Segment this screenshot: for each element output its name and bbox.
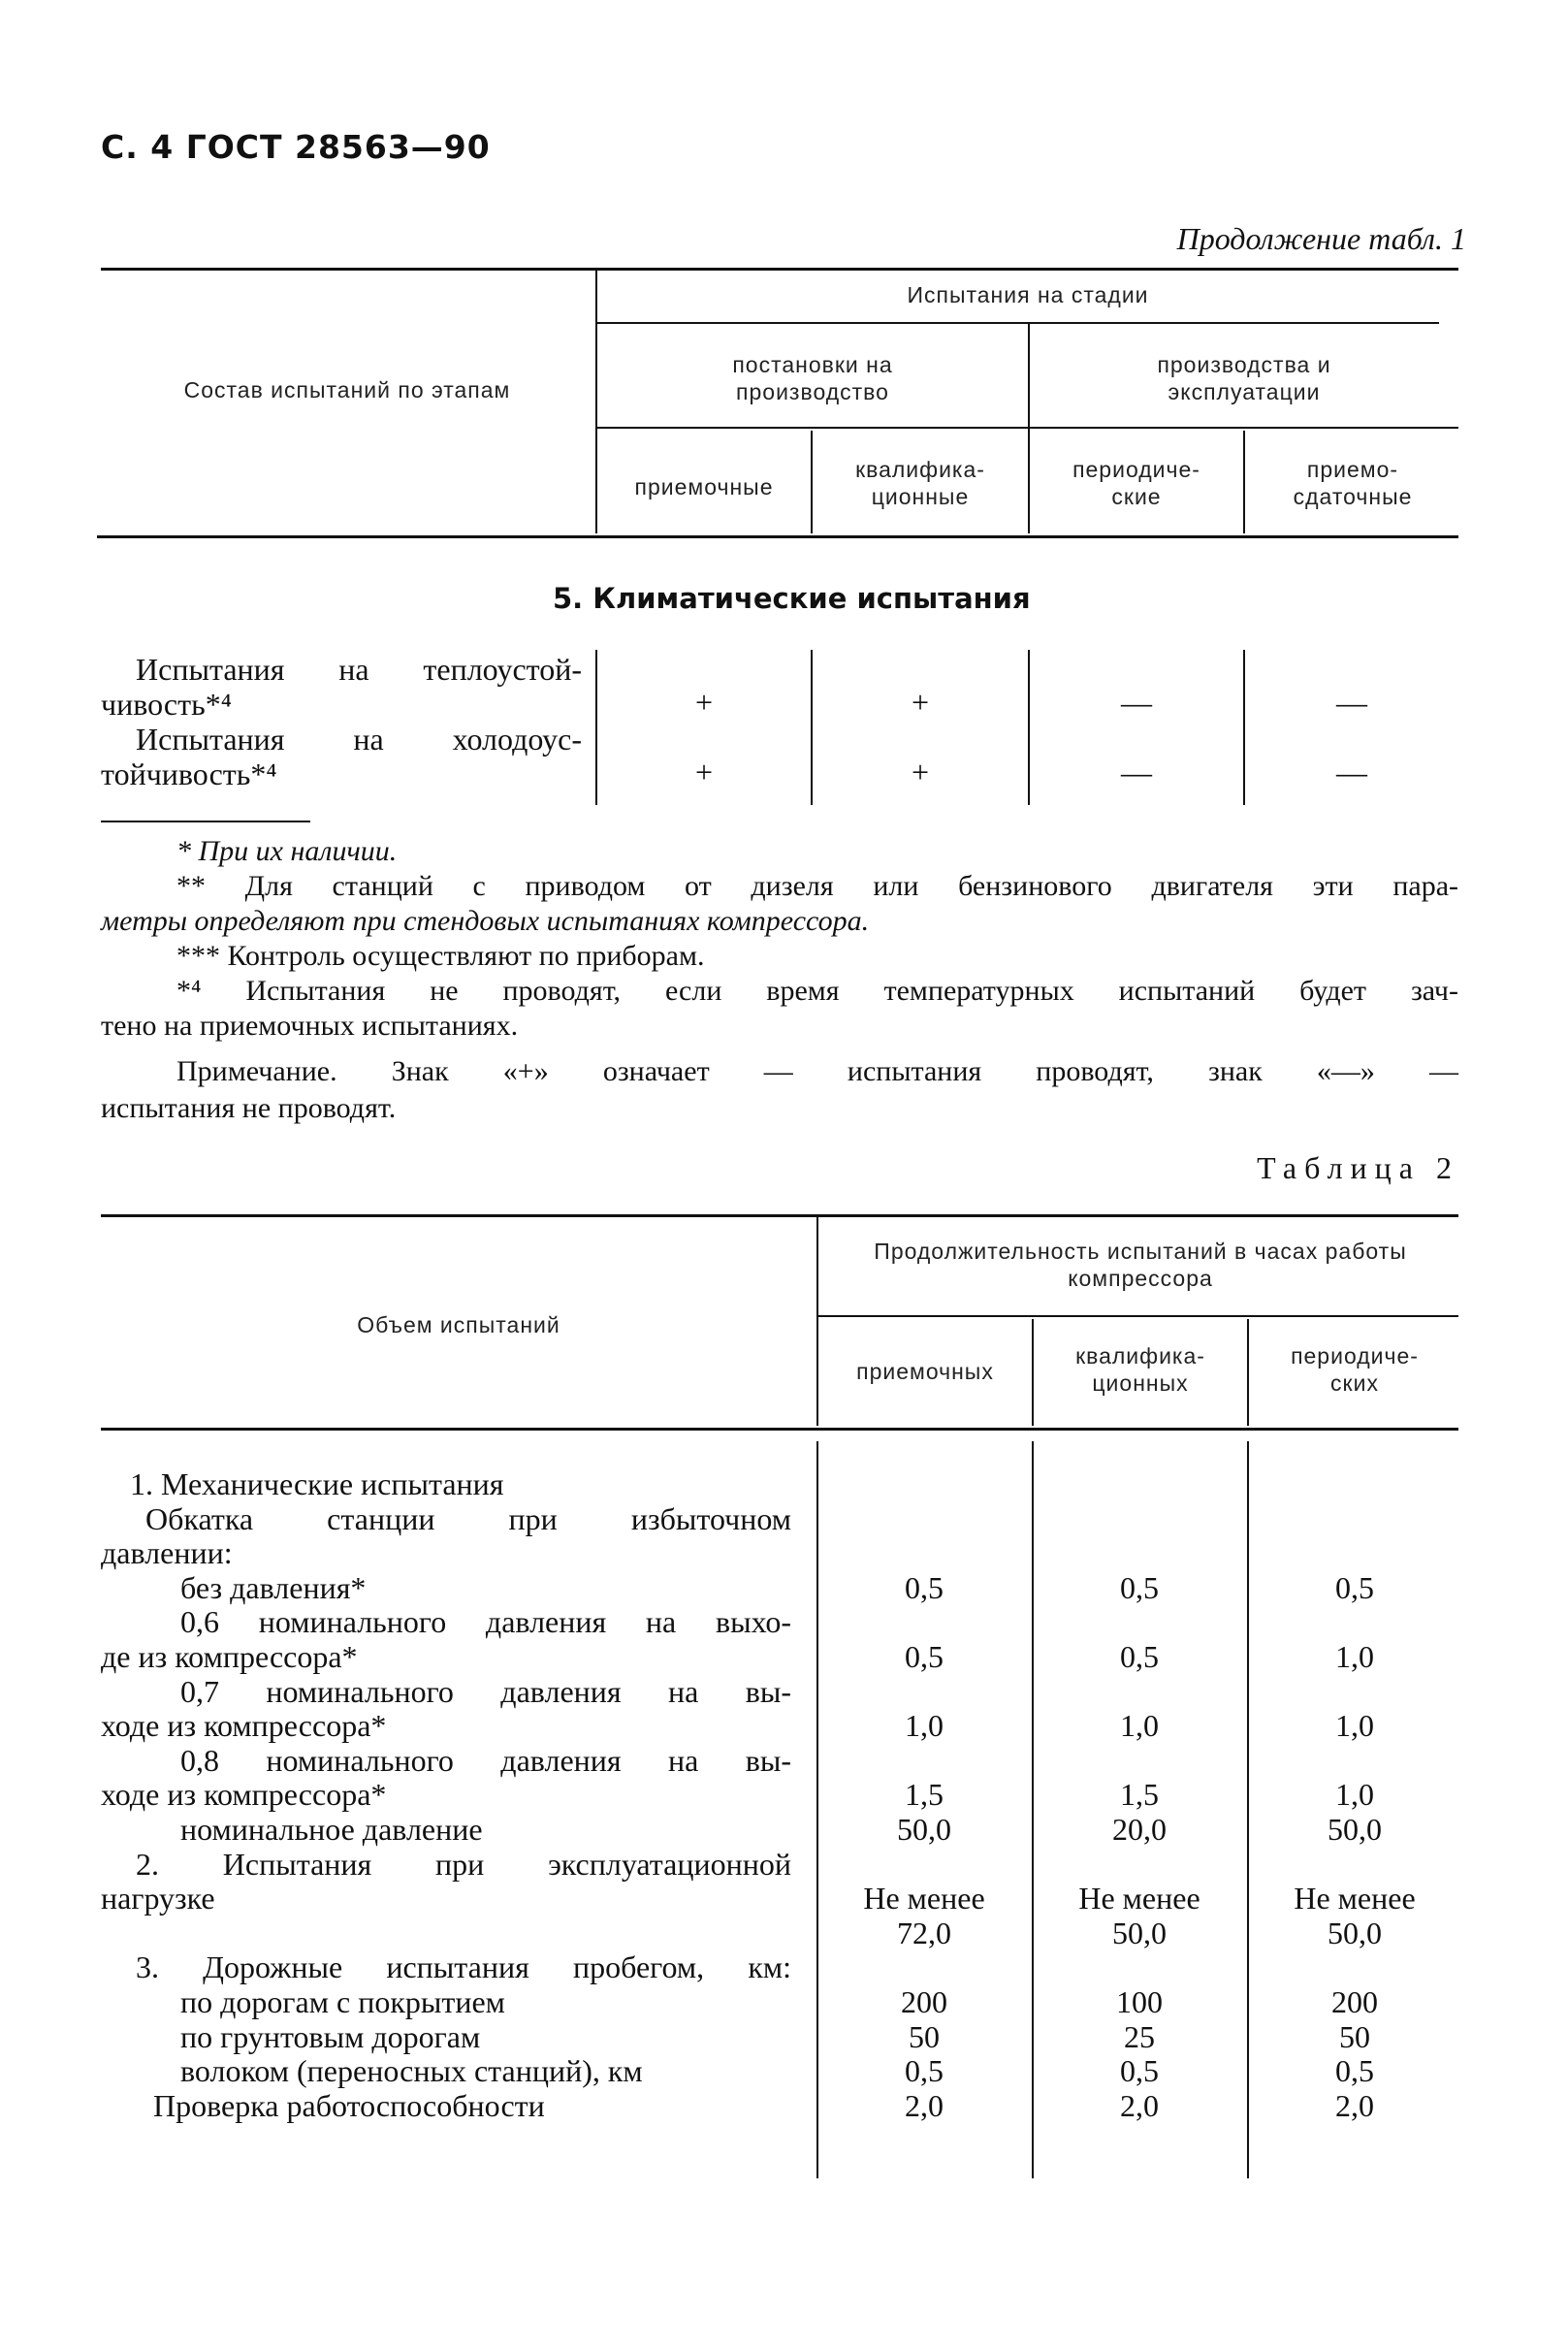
table1-col-4: приемо-сдаточные (1293, 457, 1413, 509)
table2-row-value: 1,0 (1335, 1777, 1374, 1813)
table2-row-label: ходе из компрессора* (101, 1708, 387, 1744)
table1-row1-v4: — (1336, 685, 1367, 720)
table1-row2-label (101, 722, 582, 791)
table2-row-value: 1,0 (1335, 1708, 1374, 1744)
table1-row1-v3: — (1121, 685, 1152, 720)
footnote-2b: метры определяют при стендовых испытаниях компрессора. (101, 905, 870, 937)
table2-row-value: 2,0 (1335, 2087, 1374, 2123)
table2-vline-c2 (1247, 1319, 1249, 1426)
table1-row1-label (101, 652, 582, 722)
table2-row-value: 50 (909, 2018, 940, 2054)
table2-row-label: 1. Механические испытания (130, 1466, 504, 1501)
table2-row-label: без давления* (180, 1569, 367, 1605)
table1-vline-main (595, 270, 597, 533)
table1-vline-c1 (811, 431, 813, 533)
table2-row-value: Не менее (1294, 1881, 1416, 1916)
table2-row-value: 1,0 (1120, 1708, 1159, 1744)
table2-row-value: 1,5 (1120, 1777, 1159, 1813)
table1-row1-label-line2: чивость*⁴ (101, 687, 232, 722)
table1-sub1: постановки на производство (732, 352, 893, 404)
table2-row-value: 0,5 (1335, 1569, 1374, 1605)
table2-row-value: 50,0 (1112, 1915, 1167, 1950)
table1-row2-v4: — (1336, 755, 1367, 789)
table2-row-value: 0,5 (905, 1639, 944, 1674)
table1-row1-v1: + (694, 685, 714, 720)
table2-row-value: 1,5 (905, 1777, 944, 1813)
table2-row-value: 1,0 (1335, 1639, 1374, 1674)
table1-row2-label-line1: Испытания на холодоус- (136, 722, 582, 757)
table1-row2-v2: + (911, 755, 930, 789)
footnote-4b: тено на приемочных испытаниях. (101, 1010, 519, 1042)
table2-row-label: 2. Испытания при эксплуатационной (136, 1846, 791, 1882)
table2-row-value: 0,5 (1120, 1639, 1159, 1674)
table1-group-rule (597, 322, 1439, 324)
table2-row-label: де из компрессора* (101, 1639, 358, 1674)
table2-head-rule (101, 1428, 1458, 1431)
table2-row-value: Не менее (863, 1881, 985, 1916)
table2-row-label: 0,7 номинального давления на вы- (180, 1673, 791, 1709)
table2-row-label: 0,6 номинального давления на выхо- (180, 1604, 791, 1640)
table1-sub-rule (597, 427, 1458, 429)
table2-row-value: 0,5 (1335, 2053, 1374, 2089)
table2-row-value: 20,0 (1112, 1812, 1167, 1847)
table2-row-label: Проверка работоспособности (153, 2087, 545, 2123)
table1-vline-c3 (1243, 431, 1245, 533)
table2-row-value: 2,0 (905, 2087, 944, 2123)
footnotes (101, 834, 1458, 1044)
page-header: С. 4 ГОСТ 28563—90 (101, 128, 491, 166)
table2-row-label: 3. Дорожные испытания пробегом, км: (136, 1949, 791, 1985)
table2-row-value: 25 (1124, 2018, 1155, 2054)
table2-row-value: 0,5 (1120, 2053, 1159, 2089)
table1-col-1: приемочные (634, 474, 774, 499)
table2-title: Таблица 2 (1257, 1150, 1459, 1185)
table2-row-value: 50,0 (1328, 1812, 1382, 1847)
footnote-2a: ** Для станций с приводом от дизеля или бензинового двигателя эти пара- (176, 870, 1458, 902)
table1-group-header: Испытания на стадии (907, 282, 1149, 307)
footnote-3: *** Контроль осуществляют по приборам. (176, 940, 705, 972)
table2-row-label: по грунтовым дорогам (180, 2018, 481, 2054)
table2-row-value: 200 (1331, 1984, 1378, 2019)
table1-top-rule (101, 268, 1458, 271)
table1-section-title: 5. Климатические испытания (553, 582, 1031, 615)
table2-row-value: Не менее (1078, 1881, 1200, 1916)
table1-col-2: квалифика-ционные (855, 457, 985, 509)
note-line2: испытания не проводят. (101, 1092, 397, 1124)
table2-row-value: 0,5 (905, 1569, 944, 1605)
note (101, 1053, 1458, 1127)
table1-row2-label-line2: тойчивость*⁴ (101, 757, 277, 791)
table2-row-label: 0,8 номинального давления на вы- (180, 1742, 791, 1778)
table2-row-value: 0,5 (905, 2053, 944, 2089)
table1-row1-label-line1: Испытания на теплоустой- (136, 652, 582, 687)
footnote-1: * При их наличии. (176, 835, 398, 867)
table2-col-main: Объем испытаний (357, 1312, 560, 1337)
table2-row-label: номинальное давление (180, 1812, 483, 1847)
table1-row2-v1: + (694, 755, 714, 789)
table2-row-value: 0,5 (1120, 1569, 1159, 1605)
table1-col-main: Состав испытаний по этапам (183, 377, 511, 403)
table2-col-3: периодиче-ских (1291, 1343, 1419, 1396)
footnote-rule (101, 821, 310, 822)
table2-row-value: 50,0 (897, 1812, 951, 1847)
table2-group-rule (818, 1315, 1458, 1317)
table1-row2-v3: — (1121, 755, 1152, 789)
table1-sub2: производства и эксплуатации (1157, 352, 1331, 404)
table1-vline-mid (1028, 324, 1030, 533)
table1-row1-v2: + (911, 685, 930, 720)
table2-group-header: Продолжительность испытаний в часах работы компрессора (874, 1239, 1407, 1291)
table2-row-label: Обкатка станции при избыточном (145, 1500, 791, 1536)
table2-vline-main (816, 1216, 818, 1426)
table2-vline-c1 (1032, 1319, 1034, 1426)
table2-col-2: квалифика-ционных (1075, 1343, 1205, 1396)
table2-row-value: 50,0 (1328, 1915, 1382, 1950)
table2-row-label: нагрузке (101, 1881, 215, 1916)
table2-row-value: 50 (1339, 2018, 1370, 2054)
table2-row-label: ходе из компрессора* (101, 1777, 387, 1813)
table2-row-value: 200 (901, 1984, 947, 2019)
table1-continuation: Продолжение табл. 1 (1176, 221, 1466, 256)
table2-row-value: 2,0 (1120, 2087, 1159, 2123)
table2-row-value: 1,0 (905, 1708, 944, 1744)
table2-row-label: волоком (переносных станций), км (180, 2053, 643, 2089)
note-line1: Примечание. Знак «+» означает — испытания проводят, знак «—» — (176, 1055, 1458, 1087)
table2-row-value: 72,0 (897, 1915, 951, 1950)
table1-head-rule (97, 535, 1458, 538)
table2-top-rule (101, 1214, 1458, 1217)
table2-row-value: 100 (1116, 1984, 1163, 2019)
table2-row-label: по дорогам с покрытием (180, 1984, 505, 2019)
footnote-4a: *⁴ Испытания не проводят, если время температурных испытаний будет зач- (176, 975, 1458, 1007)
table2-row-label: давлении: (101, 1535, 233, 1571)
table1-col-3: периодиче-ские (1072, 457, 1200, 509)
table2-col-1: приемочных (856, 1359, 994, 1384)
